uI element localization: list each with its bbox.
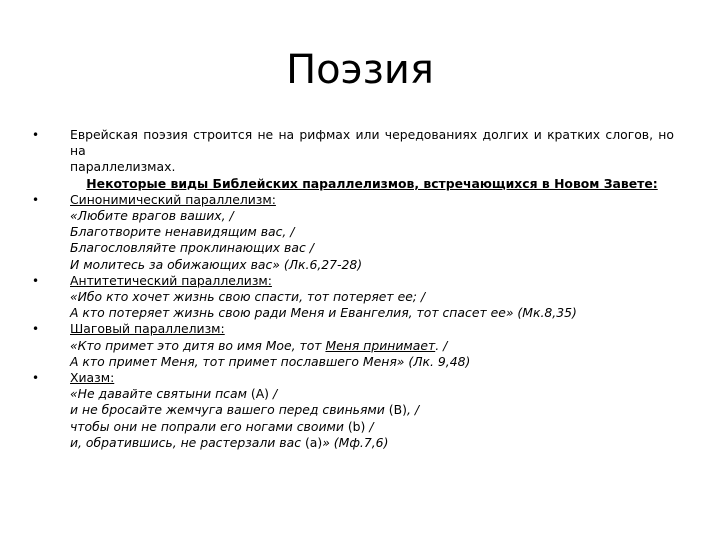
chiasm-quote-3 bbox=[70, 419, 674, 435]
slide-body bbox=[32, 127, 674, 451]
step-quote-2: А кто примет Меня, тот примет пославшего Меня» (Лк. 9,48) bbox=[70, 353, 471, 369]
bullet-marker: • bbox=[32, 192, 40, 207]
antithetic-quote-1: «Ибо кто хочет жизнь свою спасти, тот потеряет ее; / bbox=[70, 289, 426, 305]
antithetic-label-line bbox=[32, 272, 674, 289]
synonymic-label-line bbox=[32, 191, 674, 208]
step-quote-1-underlined: Меня принимает bbox=[325, 337, 436, 353]
synonymic-quote-3: Благословляйте проклинающих вас / bbox=[70, 240, 314, 256]
step-quote-1c: . / bbox=[435, 337, 448, 353]
synonymic-label: Синонимический параллелизм: bbox=[70, 191, 276, 207]
section-heading: Некоторые виды Библейских параллелизмов, встречающихся в Новом Завете: bbox=[86, 175, 658, 191]
step-quote-1a: «Кто примет это дитя во имя Мое, тот bbox=[70, 337, 326, 353]
bullet-marker: • bbox=[32, 128, 40, 142]
synonymic-quote-2: Благотворите ненавидящим вас, / bbox=[70, 224, 295, 240]
intro-text-2: параллелизмах. bbox=[70, 159, 176, 175]
intro-line-1 bbox=[32, 127, 674, 159]
intro-text-1: Еврейская поэзия строится не на рифмах или чередованиях долгих и кратких слогов, но на bbox=[70, 127, 674, 159]
slide-title: Поэзия bbox=[286, 47, 434, 93]
step-label: Шаговый параллелизм: bbox=[70, 321, 225, 337]
chiasm-label: Хиазм: bbox=[70, 370, 115, 386]
chiasm-quote-2a: и не бросайте жемчуга вашего перед свиньями bbox=[70, 402, 389, 418]
chiasm-quote-2 bbox=[70, 402, 674, 418]
chiasm-quote-4c: » (Мф.7,6) bbox=[322, 434, 389, 450]
antithetic-quote-2: А кто потеряет жизнь свою ради Меня и Евангелия, тот спасет ее» (Мк.8,35) bbox=[70, 305, 577, 321]
step-label-line bbox=[32, 321, 674, 337]
bullet-marker: • bbox=[32, 322, 40, 337]
step-quote-1 bbox=[70, 338, 674, 354]
bullet-marker: • bbox=[32, 371, 40, 386]
chiasm-marker-a: (a) bbox=[304, 434, 323, 450]
section-heading-line bbox=[70, 176, 674, 192]
chiasm-quote-2c: , / bbox=[406, 402, 420, 418]
chiasm-quote-3a: чтобы они не попрали его ногами своими bbox=[70, 418, 348, 434]
chiasm-quote-3c: / bbox=[365, 418, 374, 434]
synonymic-quote-1: «Любите врагов ваших, / bbox=[70, 208, 234, 224]
chiasm-quote-1c: / bbox=[269, 386, 278, 402]
chiasm-marker-B: (B) bbox=[388, 402, 407, 418]
chiasm-quote-1 bbox=[70, 386, 674, 402]
chiasm-marker-A: (A) bbox=[250, 386, 270, 402]
bullet-marker: • bbox=[32, 273, 40, 288]
chiasm-quote-4 bbox=[70, 435, 674, 451]
chiasm-quote-1a: «Не давайте святыни псам bbox=[70, 386, 251, 402]
chiasm-quote-4a: и, обратившись, не растерзали вас bbox=[70, 434, 305, 450]
chiasm-label-line bbox=[32, 370, 674, 386]
antithetic-label: Антитетический параллелизм: bbox=[70, 272, 272, 288]
synonymic-quote-4: И молитесь за обижающих вас» (Лк.6,27-28) bbox=[70, 256, 363, 272]
intro-line-2 bbox=[70, 159, 674, 175]
chiasm-marker-b: (b) bbox=[347, 418, 366, 434]
